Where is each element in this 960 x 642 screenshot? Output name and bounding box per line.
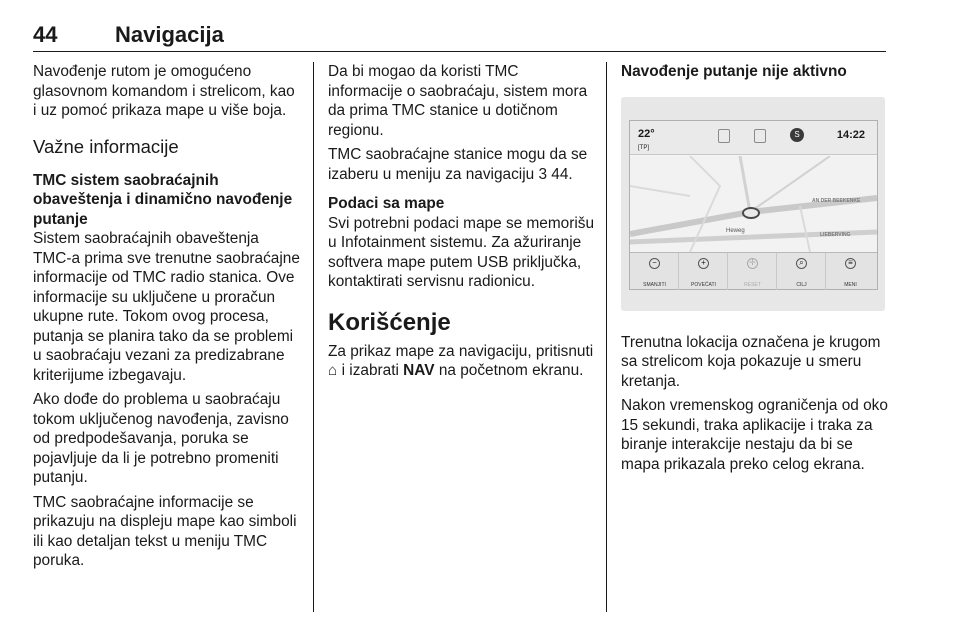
tmc-paragraph: Ako dođe do problema u saobraćaju tokom uključenog navođenja, zavisno od predpodešavanja, poruka se pojavljuje da li je potrebno promeniti putanju. [33,391,289,486]
page-number: 44 [33,22,58,47]
current-position-arrow-icon [742,207,760,219]
road-label: LIEBERVING [820,231,851,238]
temperature-readout: 22° [638,127,655,140]
music-icon[interactable] [718,129,730,143]
page-header [33,22,886,52]
usage-text: Za prikaz mape za navigaciju, pritisnuti [328,342,594,360]
column-right [621,62,889,479]
column-divider [313,62,314,612]
status-bar [630,121,877,155]
nav-keyword: NAV [403,362,435,379]
section-heading-usage: Korišćenje [328,308,451,336]
page-reference-link[interactable]: 3 44. [538,165,573,183]
usage-text: i izabrati [341,362,399,379]
tmc-station-text: TMC saobraćajne stanice mogu da se izaberu u meniju za navigaciju [328,146,588,183]
tmc-station-paragraph [328,145,596,184]
tmc-paragraph: Sistem saobraćajnih obaveštenja TMC-a prima sve trenutne saobraćajne informacije od TMC radio stanica. Ove informacije su uključene u proračun ukupne rute. Tokom ovog procesa, putanja se planira tako da se problemi u saobraćaju vezani za predizabrane kriterijume izbegavaju. [33,230,300,384]
home-icon: ⌂ [328,362,338,379]
zoom-out-button[interactable] [630,253,679,290]
usage-text: na početnom ekranu. [438,362,584,379]
column-left [33,62,301,576]
usage-paragraph [328,342,596,381]
destination-button[interactable] [777,253,826,290]
reset-button[interactable] [728,253,777,290]
button-label: RESET [744,281,761,288]
clock: 14:22 [836,128,865,141]
badge-icon[interactable]: S [790,128,804,142]
display-frame [629,120,878,290]
column-middle [328,62,596,386]
menu-icon: ≡ [845,258,856,269]
phone-icon[interactable] [754,129,766,143]
zoom-in-button[interactable] [679,253,728,290]
location-paragraph: Trenutna lokacija označena je krugom sa strelicom koja pokazuje u smeru kretanja. [621,333,881,390]
road-label: AN DER BEEKENKE [812,197,861,204]
section-heading-important: Važne informacije [33,135,179,157]
plus-icon: + [698,258,709,269]
button-label: SMANJITI [643,281,666,288]
tmc-paragraph: TMC saobraćajne informacije se prikazuju na displeju mape kao simboli ili kao detaljan tekst u meniju TMC poruka. [33,493,297,569]
column-divider [606,62,607,612]
navigation-screen-illustration [621,97,885,311]
map-data-paragraph: Svi potrebni podaci mape se memorišu u Infotainment sistemu. Za ažuriranje softvera mape putem USB priključka, kontaktirati servisnu radionicu. [328,214,595,290]
subheading-map-data: Podaci sa mape [328,195,445,212]
page-title: Navigacija [115,22,224,47]
subheading-tmc: TMC sistem saobraćajnih obaveštenja i dinamično navođenje putanje [33,171,293,228]
menu-button[interactable] [826,253,875,290]
interaction-bar [630,252,877,289]
search-icon: ⌕ [796,258,807,269]
intro-paragraph: Navođenje rutom je omogućeno glasovnom komandom i strelicom, kao i uz pomoć prikaza mape u više boja. [33,63,295,119]
tmc-requirement-paragraph: Da bi mogao da koristi TMC informacije o saobraćaju, sistem mora da prima TMC stanice u dotičnom regionu. [328,63,588,139]
subheading-route-inactive: Navođenje putanje nije aktivno [621,63,847,80]
button-label: POVEĆATI [691,281,716,288]
map-view[interactable] [630,156,877,252]
timeout-paragraph: Nakon vremenskog ograničenja od oko 15 sekundi, traka aplikacije i traka za biranje interakcije nestaju da bi se mapa prikazala preko celog ekrana. [621,397,888,473]
button-label: CILJ [796,281,807,288]
minus-icon: − [649,258,660,269]
button-label: MENI [844,281,857,288]
tp-indicator: [TP] [638,144,650,151]
crosshair-icon: ✛ [747,258,758,269]
current-street-label: Heweg [726,227,745,234]
